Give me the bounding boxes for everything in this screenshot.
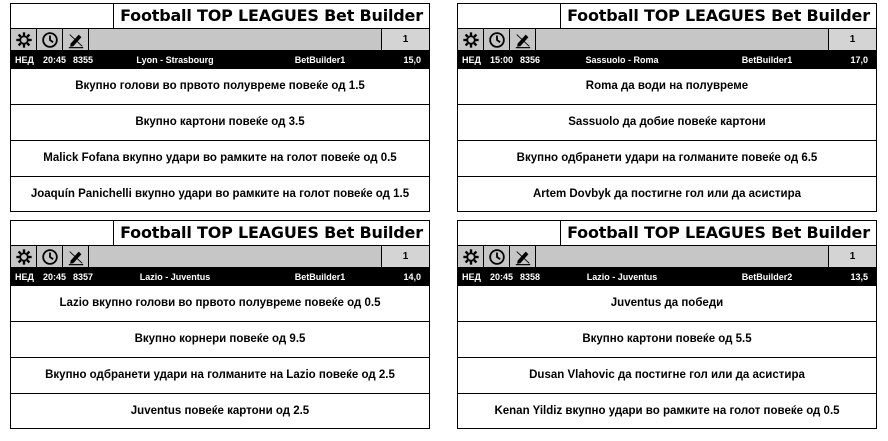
- gear-icon[interactable]: [11, 246, 37, 267]
- selection-list: [458, 286, 876, 429]
- selection-row: Joaquín Panichelli вкупно удари во рамките на голот повеќе од 1.5: [11, 176, 429, 212]
- match-time: 20:45: [490, 272, 514, 282]
- bet-builder-card: [457, 3, 877, 212]
- match-teams: Lyon - Strasbourg: [136, 55, 214, 65]
- selection-row: Juventus повеќе картони од 2.5: [11, 393, 429, 429]
- selection-list: [458, 69, 876, 212]
- bet-type: BetBuilder1: [294, 55, 346, 65]
- header-spacer: [458, 221, 561, 245]
- selection-list: [11, 69, 429, 212]
- bet-builder-card: [10, 3, 430, 212]
- match-teams: Lazio - Juventus: [139, 272, 211, 282]
- card-header: [11, 4, 429, 29]
- card-header: [458, 4, 876, 29]
- header-spacer: [11, 4, 114, 28]
- gear-icon[interactable]: [458, 29, 484, 50]
- match-code: 8356: [520, 55, 541, 65]
- clock-icon[interactable]: [484, 246, 510, 267]
- clock-icon[interactable]: [37, 246, 63, 267]
- pen-icon[interactable]: [510, 29, 536, 50]
- card-toolbar: [458, 246, 876, 268]
- selection-list: [11, 286, 429, 429]
- match-code: 8357: [73, 272, 94, 282]
- clock-icon[interactable]: [484, 29, 510, 50]
- card-title: Football TOP LEAGUES Bet Builder: [567, 6, 870, 25]
- clock-icon[interactable]: [37, 29, 63, 50]
- selection-count: 1: [828, 246, 876, 267]
- header-spacer: [458, 4, 561, 28]
- card-title: Football TOP LEAGUES Bet Builder: [120, 6, 423, 25]
- selection-count: 1: [381, 29, 429, 50]
- card-header: [458, 221, 876, 246]
- match-day: НЕД: [462, 55, 481, 65]
- bet-builder-card: [457, 220, 877, 429]
- selection-count: 1: [828, 29, 876, 50]
- pen-icon[interactable]: [63, 246, 89, 267]
- match-day: НЕД: [15, 55, 34, 65]
- card-title: Football TOP LEAGUES Bet Builder: [567, 223, 870, 242]
- selection-row: Вкупно картони повеќе од 3.5: [11, 104, 429, 140]
- match-time: 20:45: [43, 55, 67, 65]
- selection-row: Вкупно картони повеќе од 5.5: [458, 321, 876, 357]
- odds-value: 15,0: [403, 55, 421, 65]
- match-time: 20:45: [43, 272, 67, 282]
- toolbar-spacer: [536, 29, 828, 50]
- match-info-bar: [11, 51, 429, 69]
- selection-row: Sassuolo да добие повеќе картони: [458, 104, 876, 140]
- odds-value: 14,0: [403, 272, 421, 282]
- match-day: НЕД: [462, 272, 481, 282]
- match-code: 8355: [73, 55, 94, 65]
- selection-row: Kenan Yildiz вкупно удари во рамките на голот повеќе од 0.5: [458, 393, 876, 429]
- selection-row: Lazio вкупно голови во првото полувреме повеќе од 0.5: [59, 297, 381, 309]
- card-header: [11, 221, 429, 246]
- bet-builder-card: [10, 220, 430, 429]
- toolbar-spacer: [89, 29, 381, 50]
- odds-value: 13,5: [850, 272, 868, 282]
- selection-row: Juventus да победи: [610, 297, 724, 309]
- match-code: 8358: [520, 272, 541, 282]
- match-info-bar: [458, 51, 876, 69]
- selection-row: Вкупно голови во првото полувреме повеќе од 1.5: [75, 80, 365, 92]
- match-time: 15:00: [490, 55, 514, 65]
- pen-icon[interactable]: [510, 246, 536, 267]
- match-day: НЕД: [15, 272, 34, 282]
- bet-type: BetBuilder1: [741, 55, 793, 65]
- odds-value: 17,0: [850, 55, 868, 65]
- match-teams: Sassuolo - Roma: [585, 55, 659, 65]
- bet-type: BetBuilder2: [741, 272, 793, 282]
- selection-row: Вкупно одбранети удари на голманите повеќе од 6.5: [458, 140, 876, 176]
- selection-row: Вкупно корнери повеќе од 9.5: [11, 321, 429, 357]
- pen-icon[interactable]: [63, 29, 89, 50]
- selection-row: Malick Fofana вкупно удари во рамките на голот повеќе од 0.5: [11, 140, 429, 176]
- gear-icon[interactable]: [458, 246, 484, 267]
- match-info-bar: [458, 268, 876, 286]
- bet-type: BetBuilder1: [294, 272, 346, 282]
- toolbar-spacer: [536, 246, 828, 267]
- card-toolbar: [458, 29, 876, 51]
- selection-count: 1: [381, 246, 429, 267]
- gear-icon[interactable]: [11, 29, 37, 50]
- selection-row: Dusan Vlahovic да постигне гол или да асистира: [458, 357, 876, 393]
- card-toolbar: [11, 246, 429, 268]
- toolbar-spacer: [89, 246, 381, 267]
- selection-row: Roma да води на полувреме: [585, 80, 749, 92]
- header-spacer: [11, 221, 114, 245]
- match-info-bar: [11, 268, 429, 286]
- match-teams: Lazio - Juventus: [586, 272, 658, 282]
- card-title: Football TOP LEAGUES Bet Builder: [120, 223, 423, 242]
- card-toolbar: [11, 29, 429, 51]
- selection-row: Вкупно одбранети удари на голманите на Lazio повеќе од 2.5: [11, 357, 429, 393]
- selection-row: Artem Dovbyk да постигне гол или да асистира: [458, 176, 876, 212]
